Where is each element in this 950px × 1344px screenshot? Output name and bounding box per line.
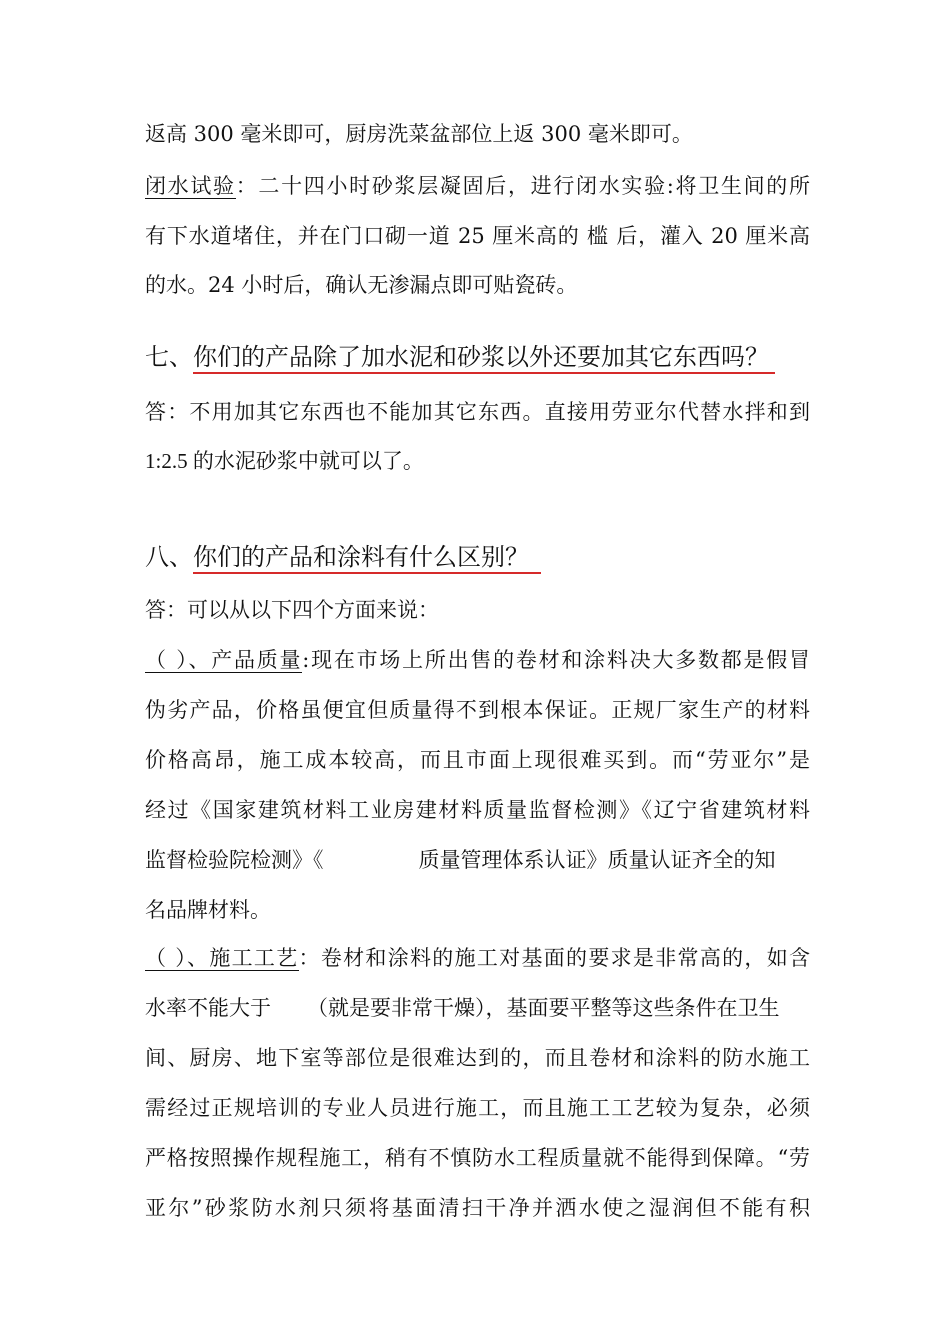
body-line: 答：可以从以下四个方面来说：: [145, 598, 439, 622]
body-line: [145, 845, 810, 875]
body-line: 伪劣产品，价格虽便宜但质量得不到根本保证。正规厂家生产的材料: [145, 698, 810, 722]
body-line: 需经过正规培训的专业人员进行施工，而且施工工艺较为复杂，必须: [145, 1096, 810, 1120]
question-7-title: 你们的产品除了加水泥和砂浆以外还要加其它东西吗？: [193, 342, 775, 374]
question-prefix: 八、: [145, 543, 193, 571]
body-line: [145, 171, 810, 201]
body-line: 1:2.5 的水泥砂浆中就可以了。: [145, 449, 424, 473]
construction-process-label: （ ）、施工工艺: [145, 946, 299, 970]
body-line: 的水。24 小时后，确认无渗漏点即可贴瓷砖。: [145, 273, 578, 297]
body-line: 返高 300 毫米即可，厨房洗菜盆部位上返 300 毫米即可。: [145, 122, 693, 146]
body-line: 经过《国家建筑材料工业房建材料质量监督检测》《辽宁省建筑材料: [145, 798, 810, 822]
question-7-heading: [145, 340, 775, 374]
body-text: 监督检验院检测》《: [145, 848, 324, 872]
body-line: [145, 645, 810, 675]
body-line: 名品牌材料。: [145, 898, 271, 922]
body-line: 有下水道堵住，并在门口砌一道 25 厘米高的 槛 后，灌入 20 厘米高: [145, 224, 810, 248]
product-quality-label: （ ）、产品质量: [145, 648, 303, 672]
question-8-heading: [145, 540, 541, 574]
closed-water-test-label: 闭水试验: [145, 174, 236, 198]
body-line: 答：不用加其它东西也不能加其它东西。直接用劳亚尔代替水拌和到: [145, 400, 810, 424]
body-text: 质量管理体系认证》质量认证齐全的知: [418, 848, 776, 872]
body-text: ：卷材和涂料的施工对基面的要求是非常高的，如含: [298, 946, 810, 970]
body-text: （就是要非常干燥），基面要平整等这些条件在卫生: [307, 996, 780, 1020]
question-prefix: 七、: [145, 343, 193, 371]
body-line: [145, 993, 810, 1023]
body-text: :现在市场上所出售的卷材和涂料决大多数都是假冒: [302, 648, 810, 672]
body-text: 水率不能大于: [145, 996, 271, 1020]
question-8-title: 你们的产品和涂料有什么区别？: [193, 542, 541, 574]
body-text: ：二十四小时砂浆层凝固后，进行闭水实验:将卫生间的所: [235, 174, 810, 198]
body-line: [145, 943, 810, 973]
body-line: 价格高昂，施工成本较高，而且市面上现很难买到。而“劳亚尔”是: [145, 748, 810, 772]
body-line: 亚尔”砂浆防水剂只须将基面清扫干净并洒水使之湿润但不能有积: [145, 1196, 810, 1220]
body-line: 严格按照操作规程施工，稍有不慎防水工程质量就不能得到保障。“劳: [145, 1146, 810, 1170]
body-line: 间、厨房、地下室等部位是很难达到的，而且卷材和涂料的防水施工: [145, 1046, 810, 1070]
